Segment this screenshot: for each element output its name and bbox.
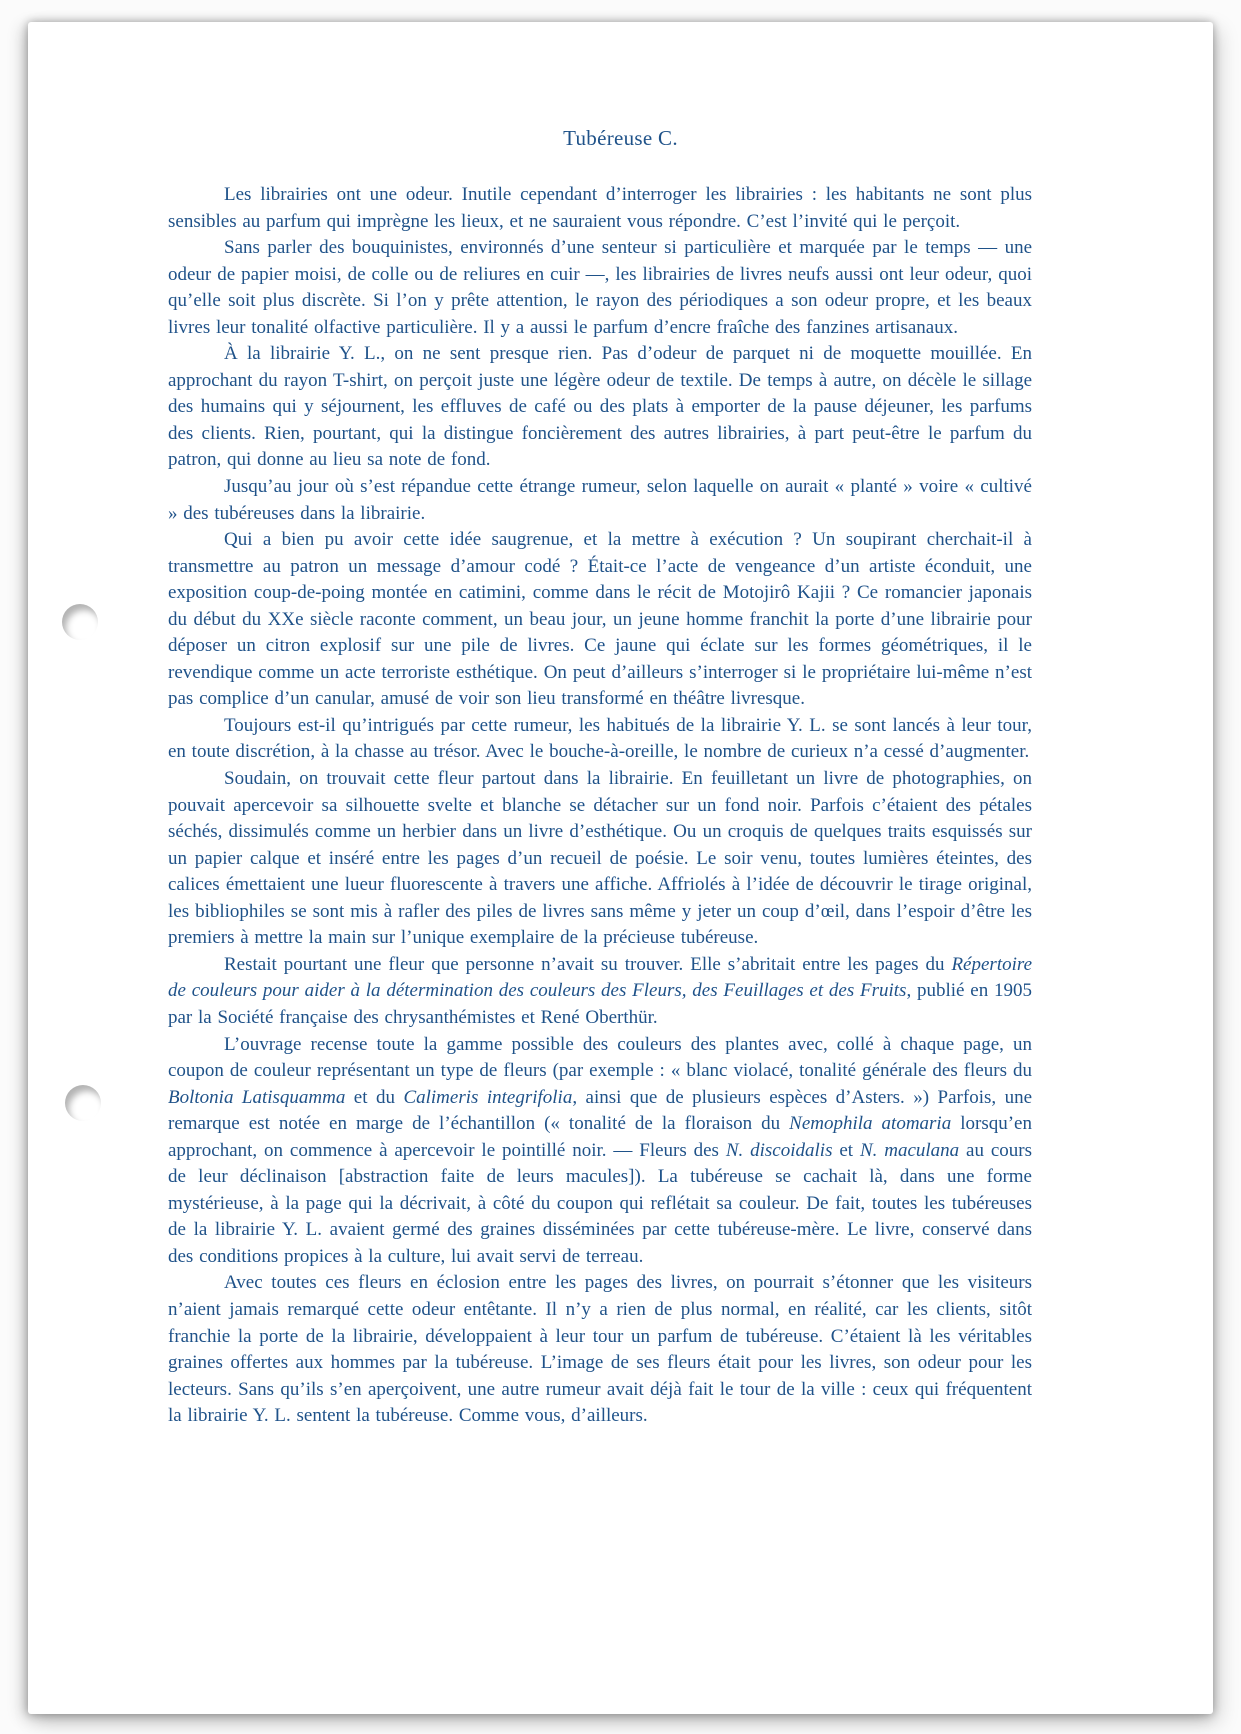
italic-run: Répertoire de couleurs pour aider à la détermination des couleurs des Fleurs, des Feuillages et des Fruits <box>168 953 1032 1002</box>
text-run: Toujours est-il qu’intrigués par cette rumeur, les habitués de la librairie Y. L. se sont lancés à leur tour, en toute discrétion, à la chasse au trésor. Avec le bouche-à-oreille, le nombre de curieux n’a cessé d’augmenter. <box>168 714 1032 763</box>
text-run: Sans parler des bouquinistes, environnés d’une senteur si particulière et marquée par le temps — une odeur de papier moisi, de colle ou de reliures en cuir —, les librairies de livres neufs aussi ont leur odeur, quoi qu’elle soit plus discrète. Si l’on y prête attention, le rayon des périodiques a son odeur propre, et les beaux livres leur tonalité olfactive particulière. Il y a aussi le parfum d’encre fraîche des fanzines artisanaux. <box>168 237 1032 338</box>
text-run: Avec toutes ces fleurs en éclosion entre les pages des livres, on pourrait s’étonner que les visiteurs n’aient jamais remarqué cette odeur entêtante. Il n’y a rien de plus normal, en réalité, car les clients, sitôt franchie la porte de la librairie, développaient à leur tour un parfum de tubéreuse. C’étaient là les véritables graines offertes aux hommes par la tubéreuse. L’image de ses fleurs était pour les livres, son odeur pour les lecteurs. Sans qu’ils s’en aperçoivent, une autre rumeur avait déjà fait le tour de la ville : ceux qui fréquentent la librairie Y. L. sentent la tubéreuse. Comme vous, d’ailleurs. <box>168 1272 1032 1427</box>
text-run: Qui a bien pu avoir cette idée saugrenue, et la mettre à exécution ? Un soupirant cherchait-il à transmettre au patron un message d’amour codé ? Était-ce l’acte de vengeance d’un artiste éconduit, une exposition coup-de-poing montée en catimini, comme dans le récit de Motojirô Kajii ? Ce romancier japonais du début du XXe siècle raconte comment, un beau jour, un jeune homme franchit la porte d’une librairie pour déposer un citron explosif sur une pile de livres. Ce jaune qui éclate sur les formes géométriques, il le revendique comme un acte terroriste esthétique. On peut d’ailleurs s’interroger si le propriétaire lui-même n’est pas complice d’un canular, amusé de voir son lieu transformé en théâtre livresque. <box>168 529 1032 710</box>
page-title: Tubéreuse C. <box>563 126 678 150</box>
paragraph <box>168 952 1032 1032</box>
paragraph <box>168 341 1032 474</box>
paragraph <box>168 713 1032 766</box>
punch-hole-bottom <box>65 1085 101 1121</box>
text-run: Soudain, on trouvait cette fleur partout dans la librairie. En feuilletant un livre de photographies, on pouvait apercevoir sa silhouette svelte et blanche se détacher sur un fond noir. Parfois c’étaient des pétales séchés, dissimulés comme un herbier dans un livre d’esthétique. Ou un croquis de quelques traits esquissés sur un papier calque et inséré entre les pages d’un recueil de poésie. Le soir venu, toutes lumières éteintes, des calices émettaient une lueur fluorescente à travers une affiche. Affriolés à l’idée de découvrir le tirage original, les bibliophiles se sont mis à rafler des piles de livres sans même y jeter un coup d’œil, dans l’espoir d’être les premiers à mettre la main sur l’unique exemplaire de la précieuse tubéreuse. <box>168 768 1032 949</box>
paragraph <box>168 182 1032 235</box>
paragraph <box>168 527 1032 713</box>
paragraph <box>168 474 1032 527</box>
italic-run: N. discoidalis <box>725 1139 833 1161</box>
text-run: et du <box>345 1086 404 1108</box>
text-run: et <box>832 1139 860 1161</box>
text-run: lorsqu’en approchant, on commence à apercevoir le pointillé noir. — Fleurs des <box>168 1113 1032 1161</box>
text-run: L’ouvrage recense toute la gamme possible des couleurs des plantes avec, collé à chaque page, un coupon de couleur représentant un type de fleurs (par exemple : « blanc violacé, tonalité générale des fleurs du <box>168 1033 1032 1082</box>
paragraph <box>168 235 1032 341</box>
text-run: au cours de leur déclinaison [abstraction faite de leurs macules]). La tubéreuse se cachait là, dans une forme mystérieuse, à la page qui la décrivait, à côté du coupon qui reflétait sa couleur. De fait, toutes les tubéreuses de la librairie Y. L. avaient germé des graines disséminées par cette tubéreuse-mère. Le livre, conservé dans des conditions propices à la culture, lui avait servi de terreau. <box>168 1139 1033 1267</box>
italic-run: Calimeris integrifolia <box>403 1086 573 1108</box>
punch-hole-top <box>62 604 98 640</box>
paragraph <box>168 1270 1032 1429</box>
text-run: Restait pourtant une fleur que personne n’avait su trouver. Elle s’abritait entre les pages du <box>224 953 952 975</box>
text-run: À la librairie Y. L., on ne sent presque rien. Pas d’odeur de parquet ni de moquette mouillée. En approchant du rayon T-shirt, on perçoit juste une légère odeur de textile. De temps à autre, on décèle le sillage des humains qui y séjournent, les effluves de café ou des plats à emporter de la pause déjeuner, les parfums des clients. Rien, pourtant, qui la distingue foncièrement des autres librairies, à part peut-être le parfum du patron, qui donne au lieu sa note de fond. <box>168 343 1032 471</box>
italic-run: N. maculana <box>859 1139 960 1161</box>
italic-run: Nemophila atomaria <box>789 1113 952 1135</box>
paragraph <box>168 766 1032 952</box>
text-run: Jusqu’au jour où s’est répandue cette étrange rumeur, selon laquelle on aurait « planté » voire « cultivé » des tubéreuses dans la librairie. <box>168 476 1032 524</box>
text-run: Les librairies ont une odeur. Inutile cependant d’interroger les librairies : les habitants ne sont plus sensibles au parfum qui imprègne les lieux, et ne sauraient vous répondre. C’est l’invité qui le perçoit. <box>168 184 1032 232</box>
paper-sheet <box>28 22 1213 1714</box>
italic-run: Boltonia Latisquamma <box>168 1086 346 1108</box>
document-body <box>168 182 1032 1430</box>
paragraph <box>168 1032 1032 1271</box>
text-run: , ainsi que de plusieurs espèces d’Asters. ») Parfois, une remarque est notée en marge de l’échantillon (« tonalité de la floraison du <box>168 1086 1033 1135</box>
text-run: , publié en 1905 par la Société française des chrysanthémistes et René Oberthür. <box>168 980 1032 1028</box>
